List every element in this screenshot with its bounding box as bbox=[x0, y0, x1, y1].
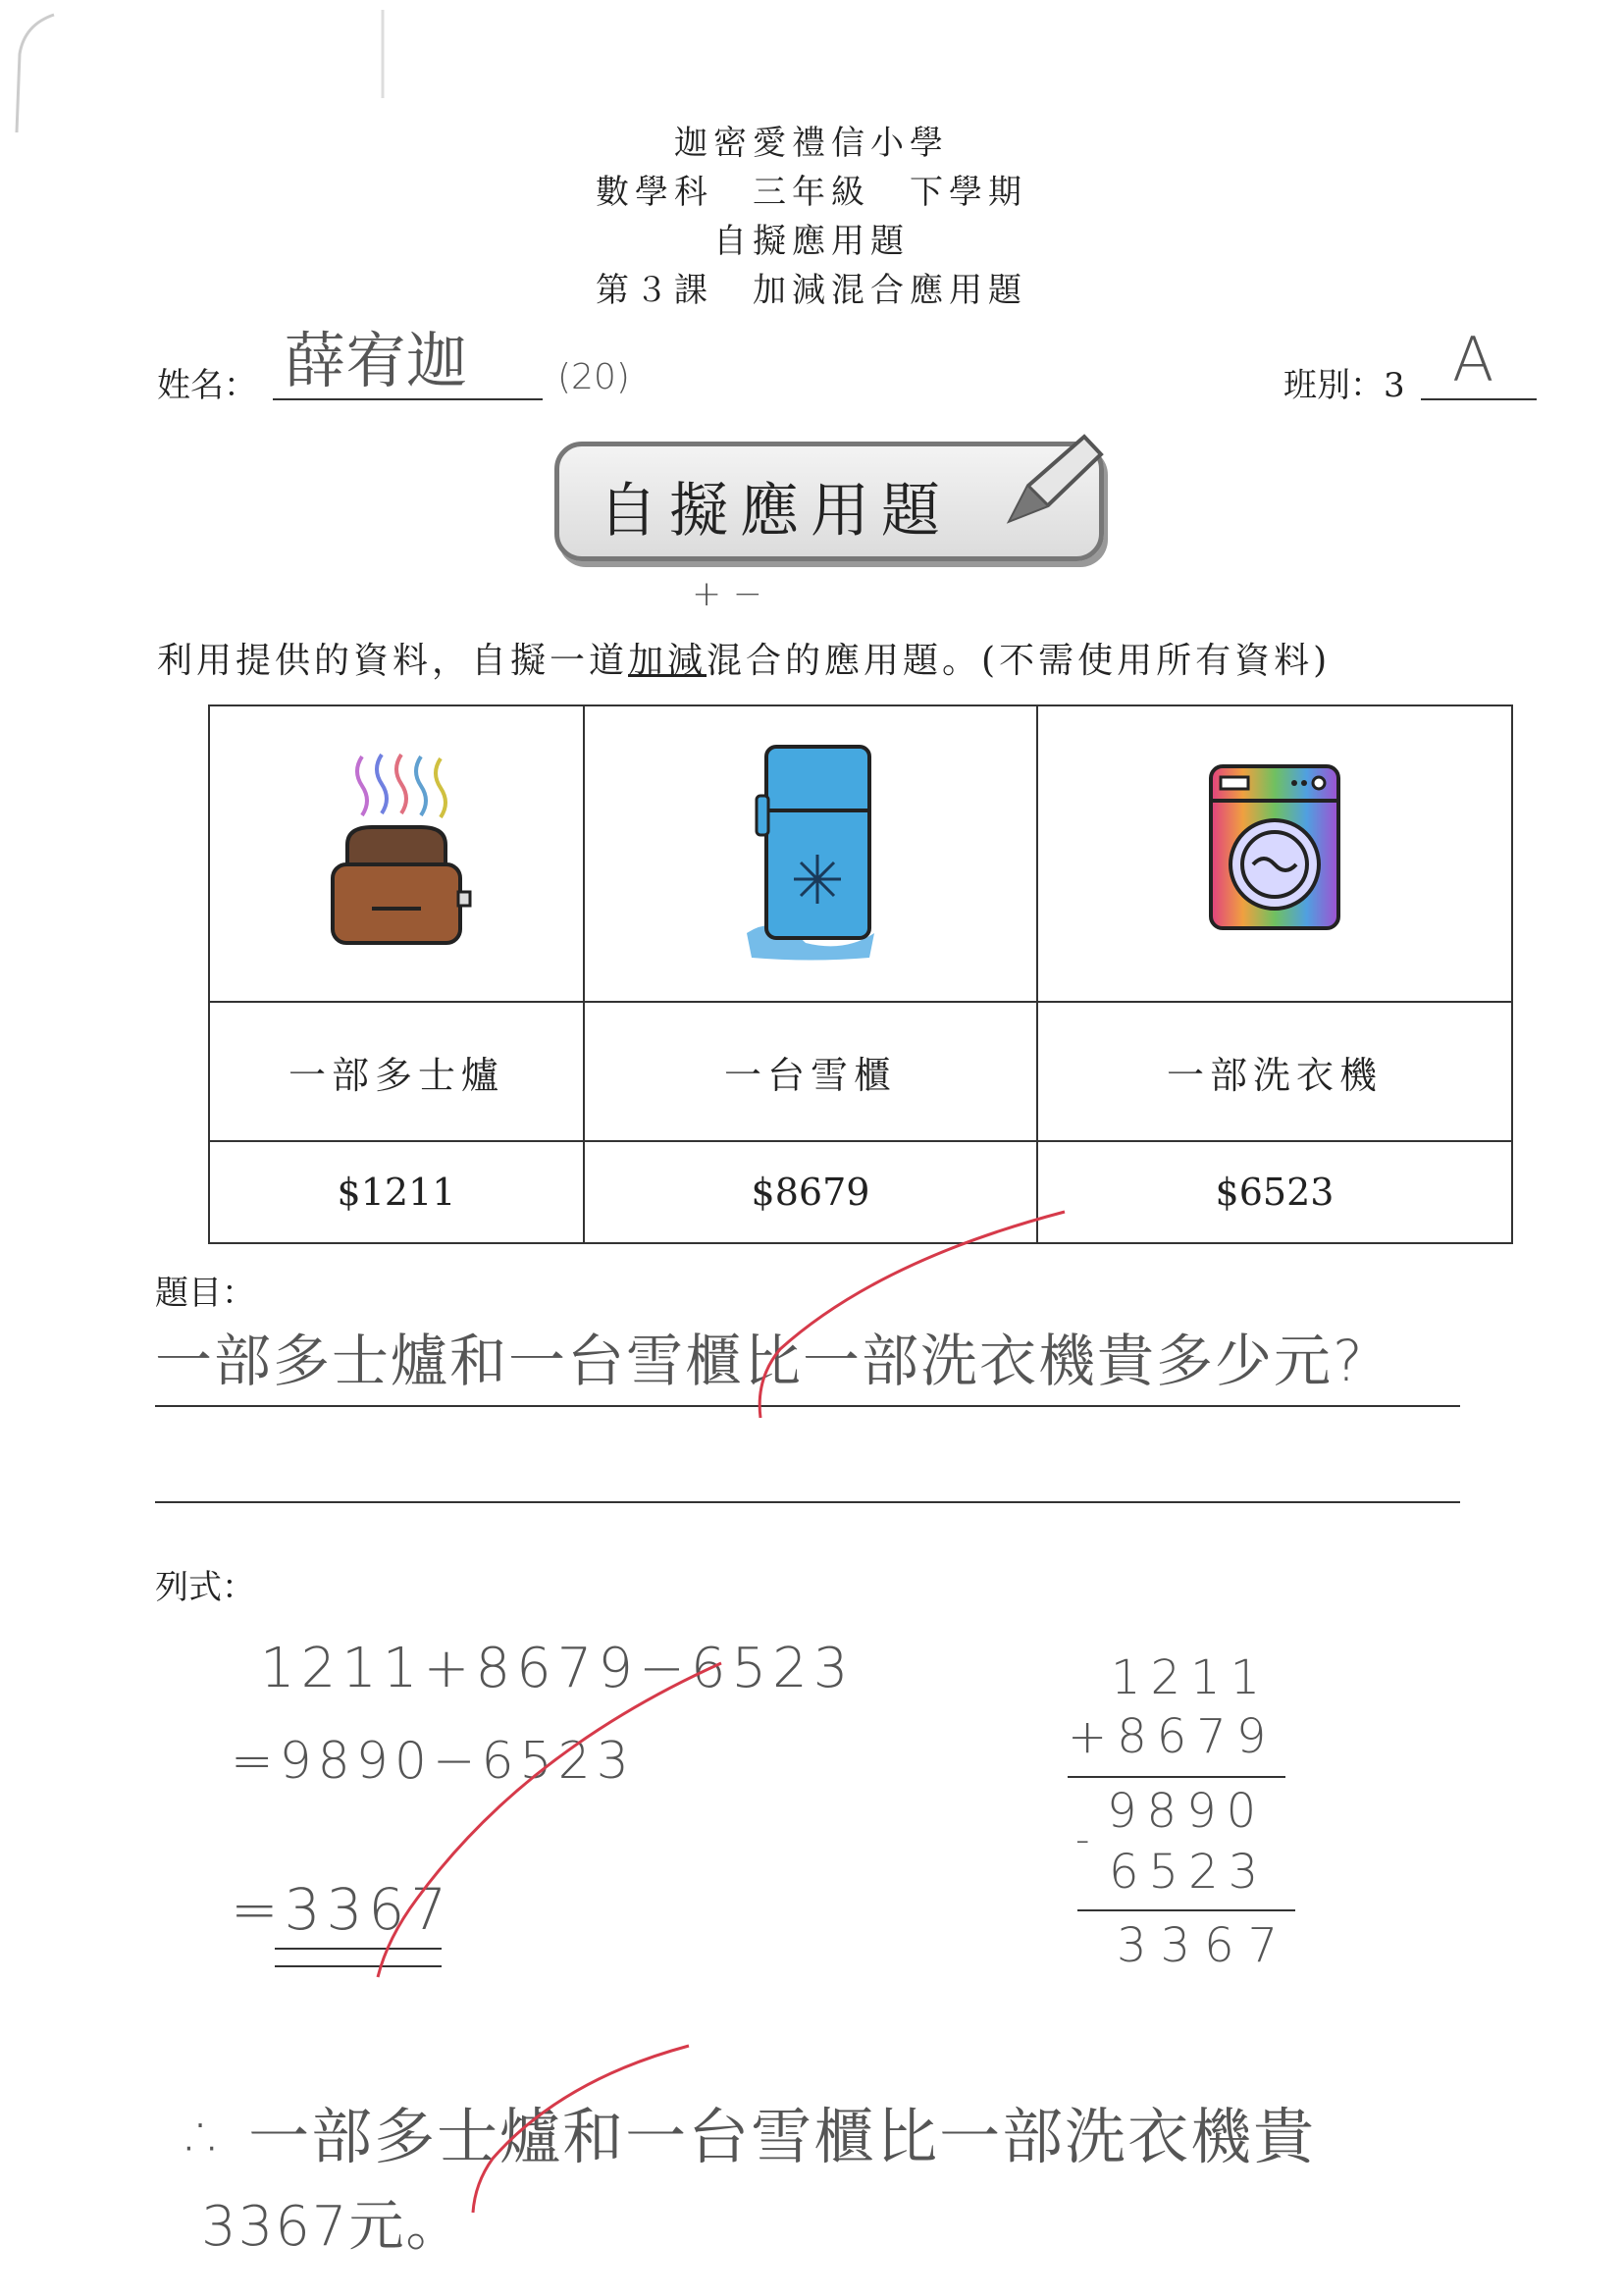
class-underline bbox=[1421, 398, 1537, 400]
question-answer: 一部多士爐和一台雪櫃比一部洗衣機貴多少元? bbox=[155, 1328, 1365, 1394]
vertical-line-2 bbox=[1077, 1909, 1295, 1911]
item-price-washing-machine: $6523 bbox=[1037, 1141, 1512, 1243]
lesson-line: 第３課 加減混合應用題 bbox=[596, 271, 1027, 310]
scan-edge-mark-2 bbox=[378, 10, 388, 98]
score: (20) bbox=[557, 357, 630, 397]
vertical-line-1 bbox=[1068, 1776, 1285, 1778]
conclusion-line-1: ∴ 一部多士爐和一台雪櫃比一部洗衣機貴 bbox=[186, 2101, 1317, 2172]
school-name: 迦密愛禮信小學 bbox=[674, 124, 949, 163]
check-mark-conclusion bbox=[461, 2041, 697, 2227]
item-name-toaster: 一部多士爐 bbox=[209, 1002, 584, 1141]
check-mark-working bbox=[363, 1658, 736, 1992]
subject-line: 數學科 三年級 下學期 bbox=[596, 173, 1027, 212]
fridge-cell bbox=[584, 705, 1037, 1002]
working-line-3: =3367 bbox=[231, 1876, 453, 1943]
class-label: 班別：3 bbox=[1283, 366, 1405, 405]
pencil-icon bbox=[991, 427, 1109, 535]
instruction-emphasis: 加減 bbox=[628, 641, 707, 681]
class-value: A bbox=[1452, 324, 1494, 395]
scan-edge-mark bbox=[10, 10, 69, 137]
instruction: 利用提供的資料，自擬一道加減混合的應用題。(不需使用所有資料) bbox=[157, 641, 1332, 681]
operation-annotation: + − bbox=[692, 574, 762, 614]
toaster-icon bbox=[313, 747, 480, 953]
conclusion-line-2: 3367元。 bbox=[201, 2195, 463, 2259]
topic-line: 自擬應用題 bbox=[713, 222, 910, 261]
item-name-washing-machine: 一部洗衣機 bbox=[1037, 1002, 1512, 1141]
vertical-row-5: 3367 bbox=[1117, 1918, 1292, 1973]
question-line-2 bbox=[155, 1501, 1460, 1503]
vertical-row-1: 1211 bbox=[1111, 1650, 1271, 1705]
items-table bbox=[208, 704, 1513, 1244]
vertical-row-4: 6523 bbox=[1109, 1845, 1269, 1900]
vertical-row-3: 9890 bbox=[1107, 1784, 1267, 1839]
check-mark-question bbox=[746, 1207, 1070, 1442]
item-name-fridge: 一台雪櫃 bbox=[584, 1002, 1037, 1141]
title-banner bbox=[554, 442, 1104, 561]
washing-machine-cell bbox=[1037, 705, 1512, 1002]
name-underline bbox=[273, 398, 543, 400]
banner-title: 自擬應用題 bbox=[599, 477, 952, 546]
toaster-cell bbox=[209, 705, 584, 1002]
item-price-toaster: $1211 bbox=[209, 1141, 584, 1243]
working-line-2: =9890−6523 bbox=[231, 1732, 635, 1791]
question-label: 題目： bbox=[155, 1274, 255, 1313]
working-line-1: 1211+8679−6523 bbox=[260, 1637, 855, 1700]
student-name: 薛宥迦 bbox=[285, 325, 468, 396]
fridge-icon bbox=[737, 737, 884, 963]
working-label: 列式： bbox=[155, 1568, 255, 1607]
item-price-fridge: $8679 bbox=[584, 1141, 1037, 1243]
vertical-row-2: +8679 bbox=[1068, 1709, 1277, 1764]
name-label: 姓名： bbox=[157, 366, 257, 405]
vertical-minus-sign: - bbox=[1075, 1817, 1090, 1862]
washing-machine-icon bbox=[1206, 761, 1343, 938]
